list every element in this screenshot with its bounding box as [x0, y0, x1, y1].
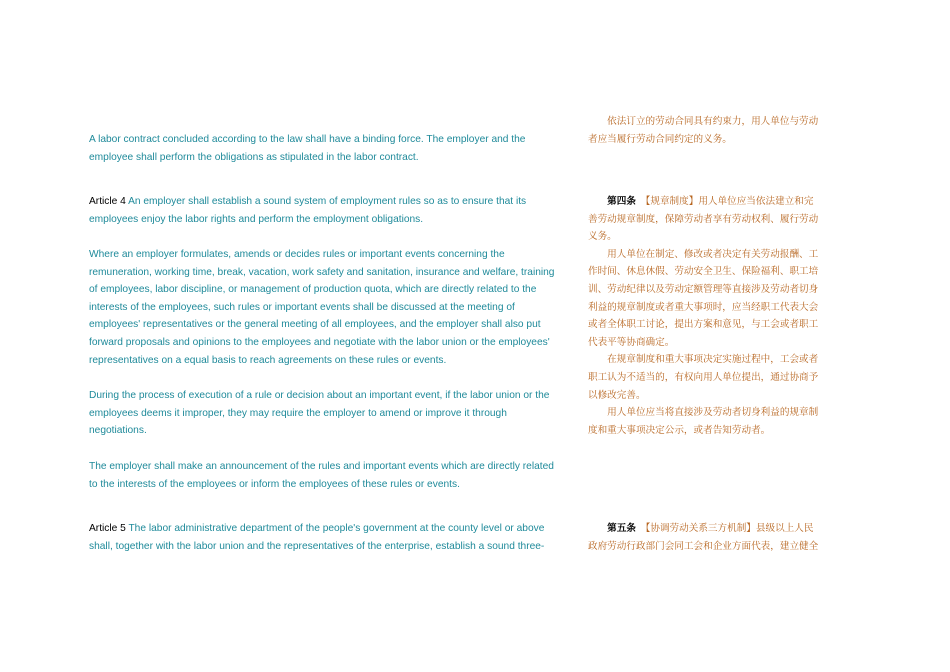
text-line: employees deems it improper, they may require the employer to amend or improve it through	[89, 407, 507, 419]
en-article-4-paragraph-2	[89, 246, 564, 369]
en-article-4	[89, 193, 564, 228]
text-line: 在规章制度和重大事项决定实施过程中，工会或者	[588, 354, 819, 366]
text-line: During the process of execution of a rule or decision about an important event, if the labor union or the	[89, 390, 550, 401]
en-paragraph-binding-force	[89, 131, 564, 166]
text-line: 作时间、休息休假、劳动安全卫生、保险福利、职工培	[588, 266, 819, 278]
text-line: remuneration, working time, break, vacation, work safety and sanitation, insurance and welfare, training	[89, 266, 555, 278]
zh-article-5	[588, 520, 838, 555]
text-line	[89, 193, 564, 211]
zh-article-4-title: 【规章制度】	[635, 196, 699, 207]
text-line: 职工认为不适当的，有权向用人单位提出，通过协商予	[588, 371, 819, 383]
text-line: 用人单位在制定、修改或者决定有关劳动报酬、工	[588, 248, 819, 260]
text-line: 政府劳动行政部门会同工会和企业方面代表，建立健全	[588, 540, 819, 552]
text-line: forward proposals and opinions to the employees and negotiate with the labor union or the employees'	[89, 336, 550, 348]
zh-article-5-label: 第五条	[588, 523, 636, 534]
en-article-4-paragraph-4	[89, 458, 564, 493]
text-line: of employees, labor discipline, or management of production quota, which are directly related to the	[89, 284, 537, 296]
text-line: representatives on a equal basis to reach agreements on these rules or events.	[89, 354, 447, 366]
zh-article-4-label: 第四条	[588, 196, 636, 207]
text-line: 利益的规章制度或者重大事项时，应当经职工代表大会	[588, 301, 819, 313]
text-line: employees' representatives or the general meeting of all employees, and the employer shall also put	[89, 319, 541, 331]
text-line: Where an employer formulates, amends or decides rules or important events concerning the	[89, 249, 505, 260]
zh-article-5-title: 【协调劳动关系三方机制】	[635, 523, 756, 534]
zh-paragraph-binding-force	[588, 113, 838, 148]
text-line: 义务。	[588, 231, 617, 243]
text-line: interests of the employees, such rules or important events shall be discussed at the meeting of	[89, 301, 515, 313]
text-line: shall, together with the labor union and the representatives of the enterprise, establish a sound three-	[89, 540, 545, 552]
text-line: 训、劳动纪律以及劳动定额管理等直接涉及劳动者切身	[588, 283, 819, 295]
text-line: 或者全体职工讨论，提出方案和意见，与工会或者职工	[588, 319, 819, 331]
text-line: employees enjoy the labor rights and perform the employment obligations.	[89, 213, 424, 225]
text-line: A labor contract concluded according to the law shall have a binding force. The employer and the	[89, 134, 526, 145]
text-line: to the interests of the employees or inform the employees of these rules or events.	[89, 478, 460, 490]
en-article-4-paragraph-3	[89, 387, 564, 440]
text-line: 代表平等协商确定。	[588, 336, 675, 348]
zh-article-4-first-line: 用人单位应当依法建立和完	[698, 196, 814, 207]
text-line: 以修改完善。	[588, 389, 646, 401]
text-line: 度和重大事项决定公示，或者告知劳动者。	[588, 424, 771, 436]
text-line: 依法订立的劳动合同具有约束力，用人单位与劳动	[588, 116, 819, 127]
zh-article-4	[588, 193, 838, 439]
text-line	[588, 193, 838, 211]
article-5-first-line: The labor administrative department of the people's government at the county level or above	[125, 523, 545, 534]
text-line: employee shall perform the obligations as stipulated in the labor contract.	[89, 151, 419, 163]
article-4-first-line: An employer shall establish a sound system of employment rules so as to ensure that its	[125, 196, 527, 207]
text-line: 用人单位应当将直接涉及劳动者切身利益的规章制	[588, 407, 819, 419]
text-line: 善劳动规章制度，保障劳动者享有劳动权利、履行劳动	[588, 213, 819, 225]
text-line	[89, 520, 564, 538]
article-5-label: Article 5	[89, 523, 126, 534]
text-line: 者应当履行劳动合同约定的义务。	[588, 133, 732, 145]
zh-article-5-first-line: 县级以上人民	[755, 523, 814, 534]
text-line: negotiations.	[89, 425, 147, 437]
text-line: The employer shall make an announcement of the rules and important events which are directly related	[89, 461, 554, 472]
en-article-5	[89, 520, 564, 555]
text-line	[588, 520, 838, 538]
article-4-label: Article 4	[89, 196, 126, 207]
